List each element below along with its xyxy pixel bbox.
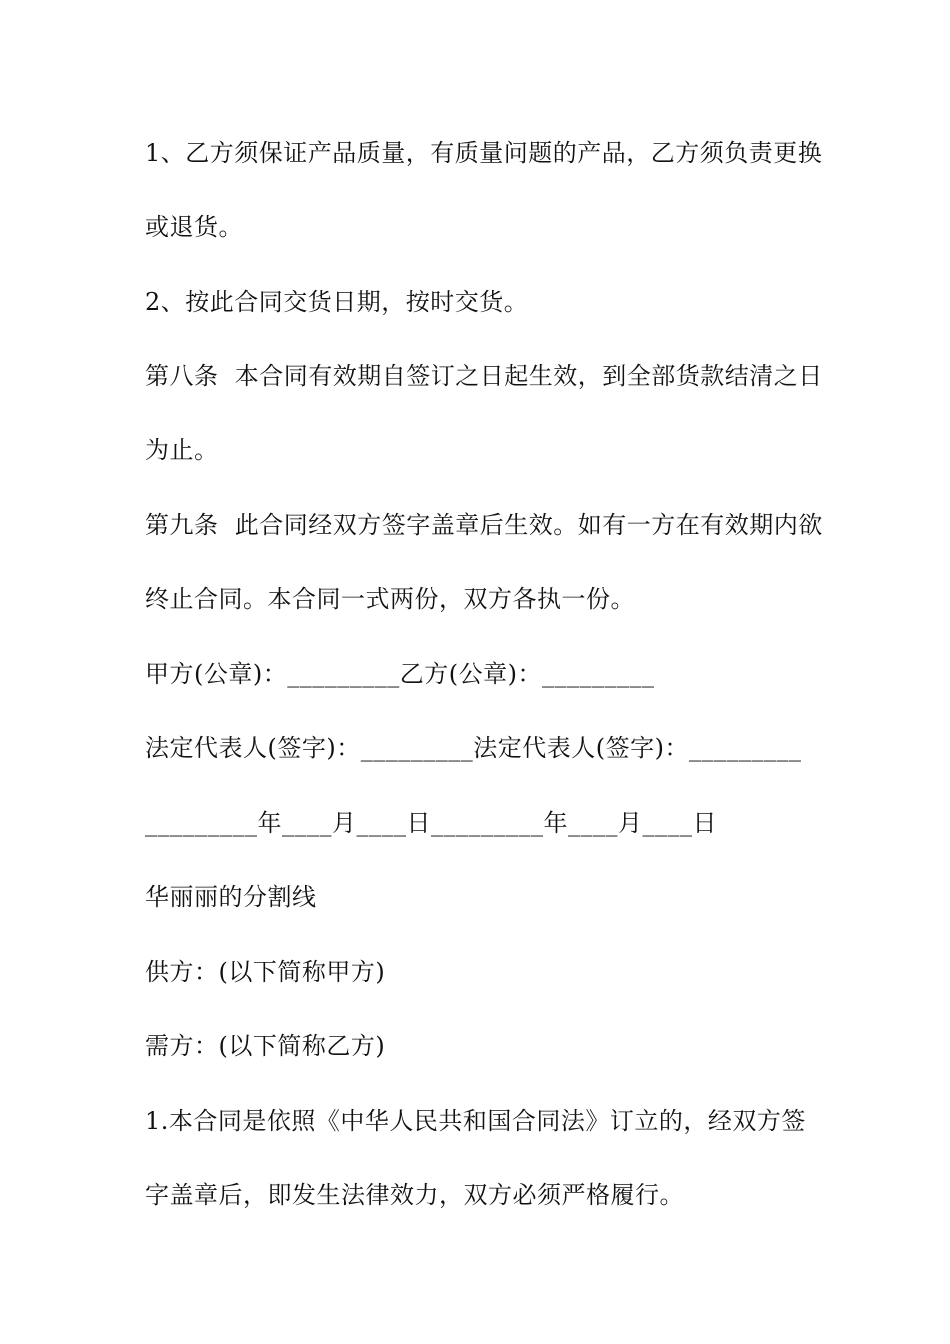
- section-divider-text: 华丽丽的分割线: [145, 883, 317, 911]
- contract-basis-line-2: 字盖章后，即发生法律效力，双方必须严格履行。: [145, 1181, 684, 1209]
- contract-basis-line-1: 1.本合同是依照《中华人民共和国合同法》订立的，经双方签: [145, 1107, 806, 1135]
- date-line: _________年____月____日_________年____月____日: [145, 809, 717, 837]
- supplier-line: 供方：(以下简称甲方): [145, 958, 386, 986]
- clause-quality-line-1: 1、乙方须保证产品质量，有质量问题的产品，乙方须负责更换: [145, 139, 823, 167]
- article-8-line-1: 第八条 本合同有效期自签订之日起生效，到全部货款结清之日: [145, 362, 823, 390]
- article-9-line-1: 第九条 此合同经双方签字盖章后生效。如有一方在有效期内欲: [145, 511, 823, 539]
- seal-signature-line: 甲方(公章)：_________乙方(公章)：_________: [145, 660, 655, 688]
- legal-representative-signature-line: 法定代表人(签字)：_________法定代表人(签字)：_________: [145, 734, 802, 762]
- buyer-line: 需方：(以下简称乙方): [145, 1032, 386, 1060]
- clause-quality-line-2: 或退货。: [145, 213, 243, 241]
- clause-delivery-line: 2、按此合同交货日期，按时交货。: [145, 288, 529, 316]
- article-8-line-2: 为止。: [145, 436, 219, 464]
- article-9-line-2: 终止合同。本合同一式两份，双方各执一份。: [145, 585, 635, 613]
